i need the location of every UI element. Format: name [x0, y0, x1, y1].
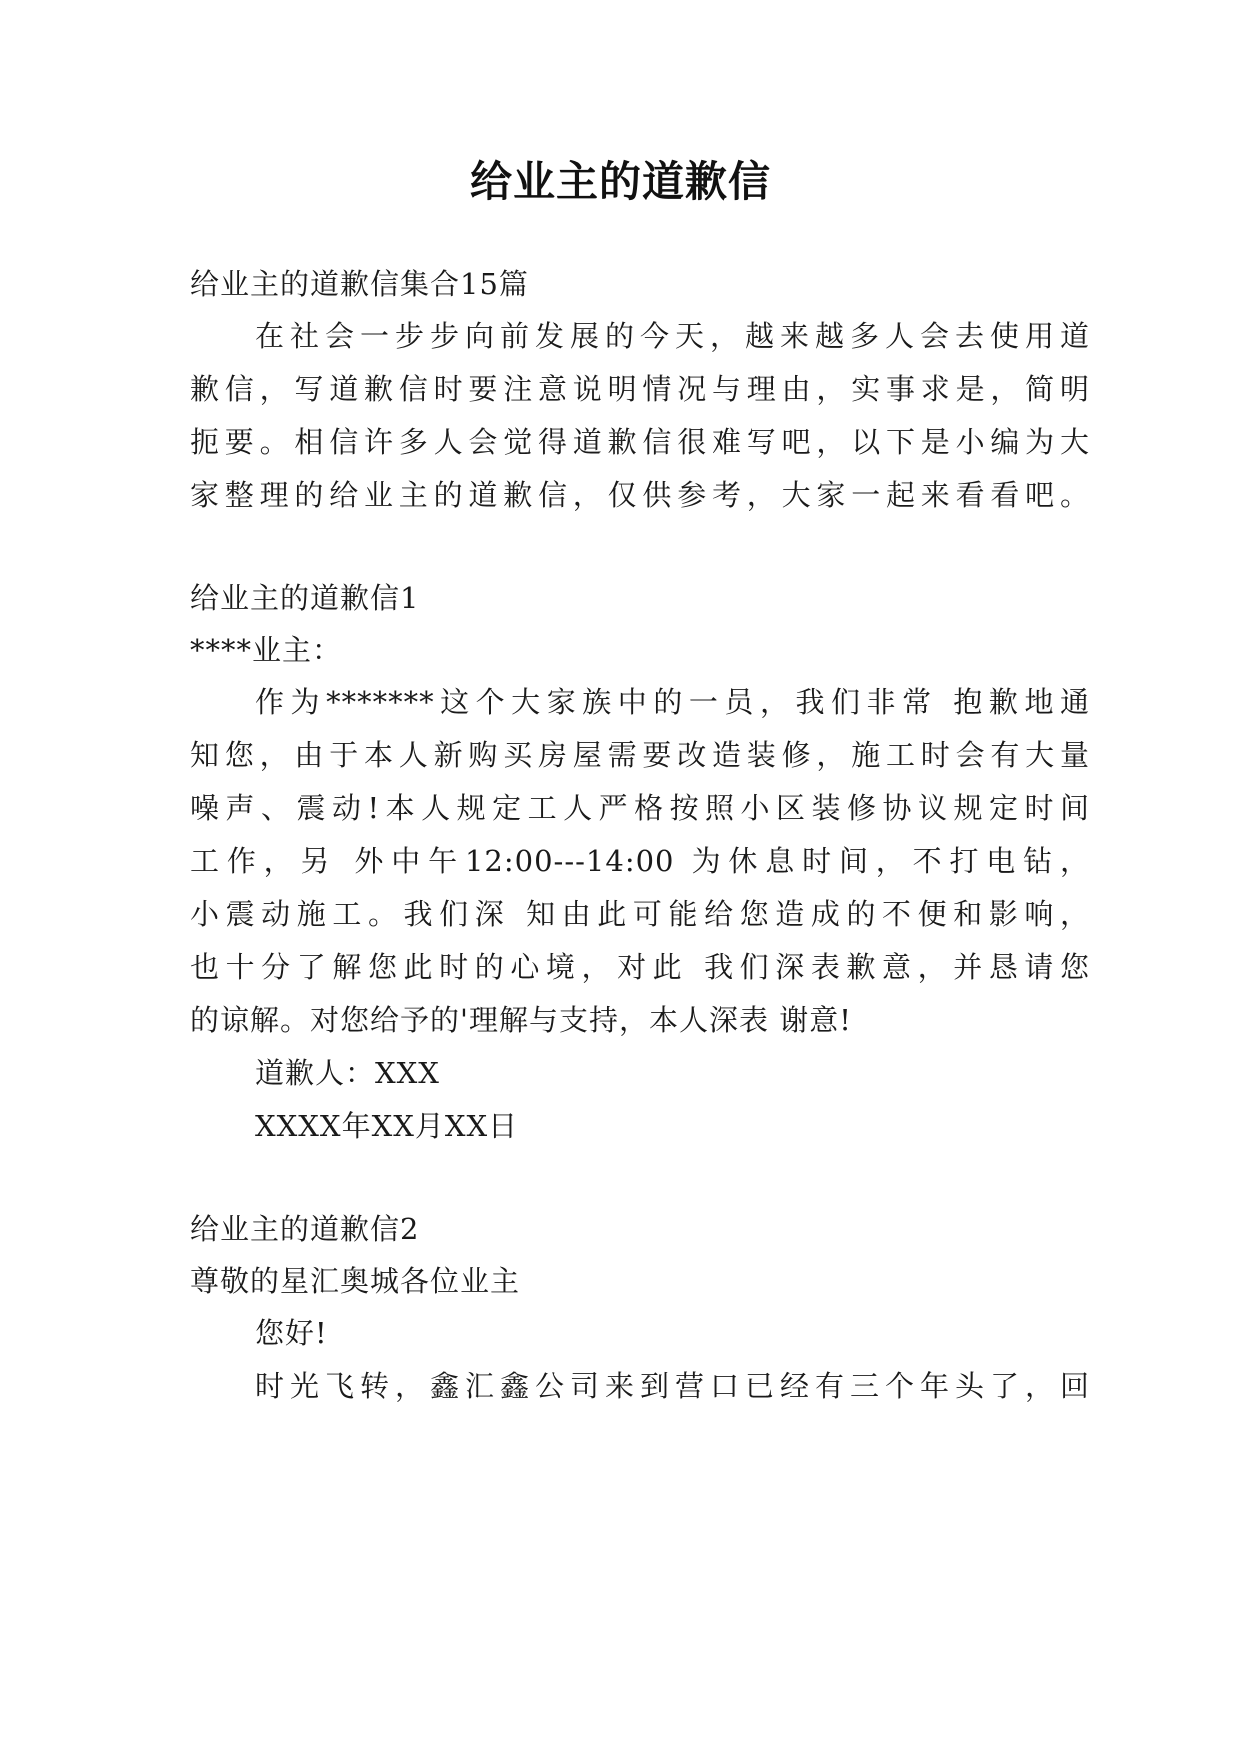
letter1-salutation: ****业主： — [190, 633, 343, 667]
intro-line: 家整理的给业主的道歉信，仅供参考，大家一起来看看吧。 — [190, 478, 1090, 512]
collection-heading: 给业主的道歉信集合15篇 — [190, 267, 529, 301]
letter1-body-line: 工作，另 外中午12:00---14:00 为休息时间，不打电钻， — [190, 844, 1090, 878]
intro-line: 扼要。相信许多人会觉得道歉信很难写吧，以下是小编为大 — [190, 425, 1090, 459]
letter1-body-line: 也十分了解您此时的心境，对此 我们深表歉意，并恳请您 — [190, 950, 1090, 984]
intro-line: 歉信，写道歉信时要注意说明情况与理由，实事求是，简明 — [190, 372, 1090, 406]
letter2-greeting: 您好! — [255, 1316, 328, 1350]
letter1-body-line: 的谅解。对您给予的'理解与支持，本人深表 谢意! — [190, 1003, 852, 1037]
letter1-date: XXXX年XX月XX日 — [255, 1109, 519, 1143]
document-title: 给业主的道歉信 — [469, 157, 771, 206]
letter1-signer: 道歉人：XXX — [255, 1056, 440, 1090]
letter1-body-line: 作为*******这个大家族中的一员，我们非常 抱歉地通 — [255, 685, 1090, 719]
letter2-salutation: 尊敬的星汇奥城各位业主 — [190, 1264, 521, 1298]
letter1-body-line: 知您，由于本人新购买房屋需要改造装修，施工时会有大量 — [190, 738, 1090, 772]
letter1-heading: 给业主的道歉信1 — [190, 581, 420, 615]
letter1-body-line: 小震动施工。我们深 知由此可能给您造成的不便和影响， — [190, 897, 1090, 931]
letter1-body-line: 噪声、震动!本人规定工人严格按照小区装修协议规定时间 — [190, 791, 1090, 825]
letter2-body-line: 时光飞转，鑫汇鑫公司来到营口已经有三个年头了，回 — [255, 1369, 1090, 1403]
letter2-heading: 给业主的道歉信2 — [190, 1212, 420, 1246]
intro-line: 在社会一步步向前发展的今天，越来越多人会去使用道 — [255, 319, 1090, 353]
